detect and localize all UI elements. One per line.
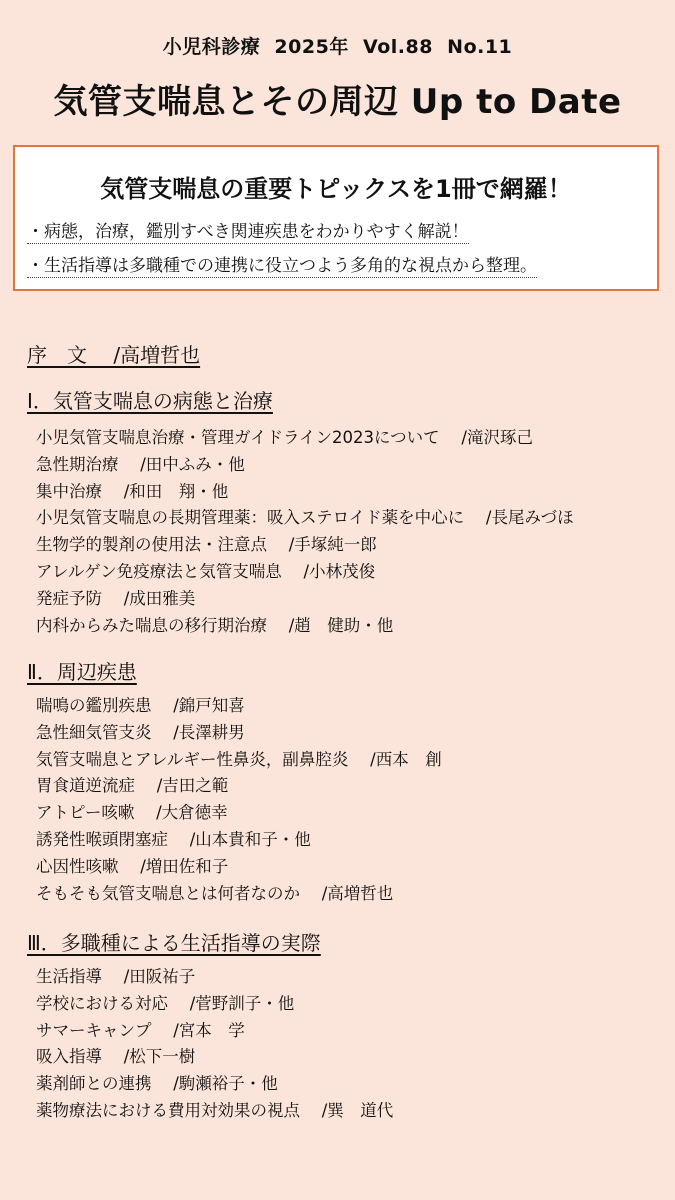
- journal-issue-line: 小児科診療 2025年 Vol.88 No.11: [162, 36, 513, 58]
- article-entry: 小児気管支喘息治療・管理ガイドライン2023について /滝沢琢己: [36, 428, 533, 447]
- article-entry: 生物学的製剤の使用法・注意点 /手塚純一郎: [36, 535, 377, 555]
- article-entry: 誘発性喉頭閉塞症 /山本貴和子・他: [36, 829, 311, 849]
- article-entry: アレルゲン免疫療法と気管支喘息 /小林茂俊: [36, 561, 376, 581]
- article-entry: 心因性咳嗽 /増田佐和子: [36, 856, 229, 876]
- section-heading-lifestyle-guidance: Ⅲ．多職種による生活指導の実際: [27, 931, 321, 955]
- highlight-headline: 気管支喘息の重要トピックスを1冊で網羅！: [100, 175, 572, 203]
- article-entry: 薬剤師との連携 /駒瀬裕子・他: [36, 1074, 278, 1094]
- article-entry: 薬物療法における費用対効果の視点 /巽 道代: [36, 1100, 394, 1120]
- article-entry: 生活指導 /田阪祐子: [36, 967, 196, 986]
- article-entry: 気管支喘息とアレルギー性鼻炎，副鼻腔炎 /西本 創: [36, 749, 442, 769]
- preface-entry: 序 文 /高増哲也: [27, 343, 201, 367]
- article-entry: 内科からみた喘息の移行期治療 /趙 健助・他: [36, 615, 394, 635]
- section-heading-pathology-treatment: Ⅰ．気管支喘息の病態と治療: [27, 389, 273, 413]
- highlight-point: ・生活指導は多職種での連携に役立つよう多角的な視点から整理。: [27, 251, 537, 278]
- article-list-section-2: [36, 693, 442, 907]
- article-entry: 小児気管支喘息の長期管理薬：吸入ステロイド薬を中心に /長尾みづほ: [36, 508, 574, 528]
- article-entry: アトピー咳嗽 /大倉徳幸: [36, 803, 228, 823]
- article-entry: そもそも気管支喘息とは何者なのか /高増哲也: [36, 883, 394, 903]
- article-list-section-1: [36, 425, 574, 639]
- highlight-point: ・病態，治療，鑑別すべき関連疾患をわかりやすく解説！: [27, 217, 469, 244]
- article-entry: 学校における対応 /菅野訓子・他: [36, 993, 295, 1013]
- article-entry: 喘鳴の鑑別疾患 /錦戸知喜: [36, 696, 245, 715]
- highlight-box: [13, 145, 659, 291]
- article-entry: 発症予防 /成田雅美: [36, 588, 196, 608]
- section-heading-related-diseases: Ⅱ．周辺疾患: [27, 660, 137, 684]
- page-title: 気管支喘息とその周辺 Up to Date: [53, 82, 622, 122]
- article-entry: 胃食道逆流症 /吉田之範: [36, 776, 229, 796]
- article-list-section-3: [36, 964, 393, 1125]
- article-entry: サマーキャンプ /宮本 学: [36, 1020, 245, 1040]
- article-entry: 急性細気管支炎 /長澤耕男: [36, 722, 245, 742]
- article-entry: 吸入指導 /松下一樹: [36, 1047, 196, 1067]
- article-entry: 急性期治療 /田中ふみ・他: [36, 454, 245, 474]
- article-entry: 集中治療 /和田 翔・他: [36, 481, 229, 501]
